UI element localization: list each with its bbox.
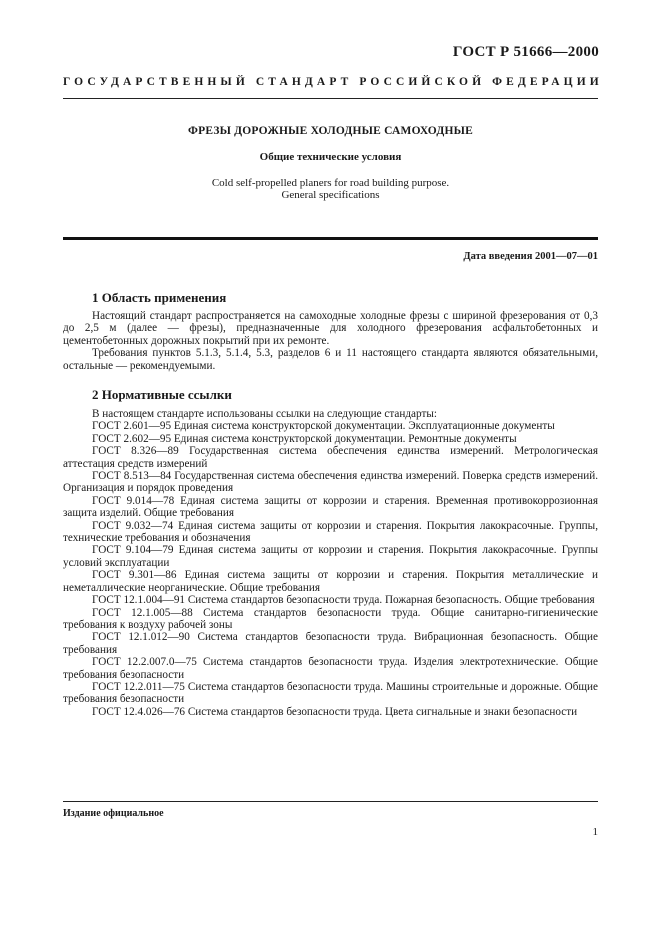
section-2-body [63, 408, 598, 718]
english-title [63, 177, 598, 201]
page-number: 1 [592, 826, 598, 838]
reference-item: ГОСТ 2.601—95 Единая система конструкторской документации. Эксплуатационные документы [92, 420, 555, 433]
reference-item: ГОСТ 9.014—78 Единая система защиты от коррозии и старения. Временная противокоррозионная защита изделий. Общие требования [63, 494, 598, 520]
section-1-body [63, 310, 598, 372]
document-title: ФРЕЗЫ ДОРОЖНЫЕ ХОЛОДНЫЕ САМОХОДНЫЕ [188, 125, 473, 137]
paragraph: Настоящий стандарт распространяется на самоходные холодные фрезы с шириной фрезерования от 0,3 до 2,5 м (далее — фрезы), предназначенные для холодного фрезерования асфальтобетонных и цементобетонных дорожных покрытий при их ремонте. [63, 310, 598, 347]
edition-label: Издание официальное [63, 808, 164, 819]
english-title-line-1: Cold self-propelled planers for road building purpose. [211, 177, 450, 189]
reference-item: ГОСТ 12.1.012—90 Система стандартов безопасности труда. Вибрационная безопасность. Общие требования [63, 631, 598, 656]
title-rule [63, 237, 598, 240]
header-rule [63, 98, 598, 99]
section-1-heading: 1 Область применения [92, 290, 227, 305]
introduction-date: Дата введения 2001—07—01 [463, 251, 598, 262]
paragraph: В настоящем стандарте использованы ссылки на следующие стандарты: [92, 408, 437, 420]
reference-item: ГОСТ 2.602—95 Единая система конструкторской документации. Ремонтные документы [92, 432, 517, 445]
section-2-heading: 2 Нормативные ссылки [92, 387, 232, 402]
reference-item: ГОСТ 12.2.011—75 Система стандартов безопасности труда. Машины строительные и дорожные. Общие требования безопасности [63, 680, 598, 706]
document-subtitle: Общие технические условия [259, 151, 402, 163]
english-title-line-2: General specifications [281, 189, 380, 201]
standard-number: ГОСТ Р 51666—2000 [452, 44, 599, 60]
reference-item: ГОСТ 8.326—89 Государственная система обеспечения единства измерений. Метрологическая аттестация средств измерений [63, 445, 598, 470]
reference-item: ГОСТ 8.513—84 Государственная система обеспечения единства измерений. Поверка средств измерений. Организация и порядок проведения [63, 470, 598, 495]
paragraph: Требования пунктов 5.1.3, 5.1.4, 5.3, разделов 6 и 11 настоящего стандарта являются обязательными, остальные — рекомендуемыми. [63, 347, 598, 372]
reference-item: ГОСТ 12.4.026—76 Система стандартов безопасности труда. Цвета сигнальные и знаки безопасности [92, 705, 578, 718]
header-band: ГОСУДАРСТВЕННЫЙ СТАНДАРТ РОССИЙСКОЙ ФЕДЕРАЦИИ [63, 76, 603, 88]
reference-item: ГОСТ 12.2.007.0—75 Система стандартов безопасности труда. Изделия электротехнические. Общие требования безопасности [63, 656, 598, 681]
reference-item: ГОСТ 9.301—86 Единая система защиты от коррозии и старения. Покрытия металлические и неметаллические неорганические. Общие требования [63, 569, 598, 594]
reference-item: ГОСТ 12.1.005—88 Система стандартов безопасности труда. Общие санитарно-гигиенические требования к воздуху рабочей зоны [63, 606, 598, 631]
reference-item: ГОСТ 9.104—79 Единая система защиты от коррозии и старения. Покрытия лакокрасочные. Группы условий эксплуатации [63, 544, 598, 569]
footer-rule [63, 801, 598, 802]
reference-item: ГОСТ 9.032—74 Единая система защиты от коррозии и старения. Покрытия лакокрасочные. Группы, технические требования и обозначения [63, 519, 598, 545]
reference-item: ГОСТ 12.1.004—91 Система стандартов безопасности труда. Пожарная безопасность. Общие требования [92, 594, 595, 607]
